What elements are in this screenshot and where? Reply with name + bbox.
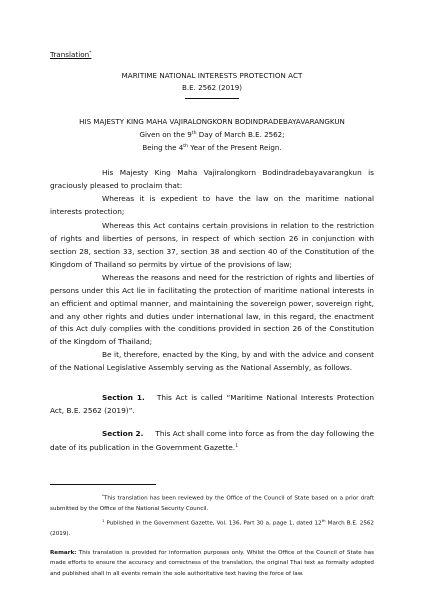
section-1-text: This Act is called “Maritime National Interests Protection Act, B.E. 2562 (2019)”. <box>50 393 374 415</box>
section-2-text: This Act shall come into force as from the day following the date of its publication in the Government Gazette. <box>50 429 374 452</box>
footnote-publication: $^1$ Published in the Government Gazette, Vol. 136, Part 30 a, page 1, dated 12th March B.E. 2562 (2019). <box>50 518 374 537</box>
given-date: Given on the 9th Day of March B.E. 2562; <box>139 130 285 139</box>
section-2-label: Section 2. <box>102 429 144 438</box>
footnote-translation: *This translation has been reviewed by the Office of the Council of State based on a prior draft submitted by the Office of the National Security Council. <box>50 493 374 512</box>
footnote-divider <box>50 484 156 485</box>
translation-label: Translation* <box>50 50 92 59</box>
section-2 <box>50 428 374 455</box>
reign-year: Being the 4th Year of the Present Reign. <box>142 143 282 152</box>
section-1-label: Section 1. <box>102 393 145 402</box>
section-2-footnote-mark: 1 <box>235 443 239 449</box>
preamble-whereas-2: Whereas this Act contains certain provisions in relation to the restriction of rights and liberties of persons, in respect of which section 26 in conjunction with section 28, section 33, section 37, section 38 and section 40 of the Constitution of the Kingdom of Thailand so permits by virtue of the provisions of law; <box>50 221 374 269</box>
remark-note <box>50 548 374 579</box>
section-1 <box>50 392 374 418</box>
remark-label: Remark: <box>50 550 77 556</box>
translation-label-mark: * <box>89 51 92 56</box>
remark-text: This translation is provided for information purposes only. Whilst the Office of the Council of State has made efforts to ensure the accuracy and correctness of the translation, the original Thai text as formally adopted and published shall in all events remain the sole authoritative text having the force of law. <box>50 550 374 577</box>
preamble-proclamation: His Majesty King Maha Vajiralongkorn Bodindradebayavarangkun is graciously pleased to proclaim that: <box>50 168 374 190</box>
enacting-clause: Be it, therefore, enacted by the King, by and with the advice and consent of the National Legislative Assembly serving as the National Assembly, as follows. <box>50 350 374 372</box>
act-title: MARITIME NATIONAL INTERESTS PROTECTION ACT <box>121 71 303 80</box>
act-year: B.E. 2562 (2019) <box>181 83 242 92</box>
preamble-whereas-3: Whereas the reasons and need for the restriction of rights and liberties of persons under this Act lie in facilitating the protection of maritime national interests in an efficient and optimal manner, and maintaining the sovereign power, sovereign right, and any other rights and duties under international law, in this regard, the enactment of this Act duly complies with the conditions provided in section 26 of the Constitution of the Kingdom of Thailand; <box>50 273 374 347</box>
king-name: HIS MAJESTY KING MAHA VAJIRALONGKORN BODINDRADEBAYAVARANGKUN <box>79 117 345 126</box>
preamble-whereas-1: Whereas it is expedient to have the law on the maritime national interests protection; <box>50 194 374 216</box>
title-divider <box>185 98 239 99</box>
